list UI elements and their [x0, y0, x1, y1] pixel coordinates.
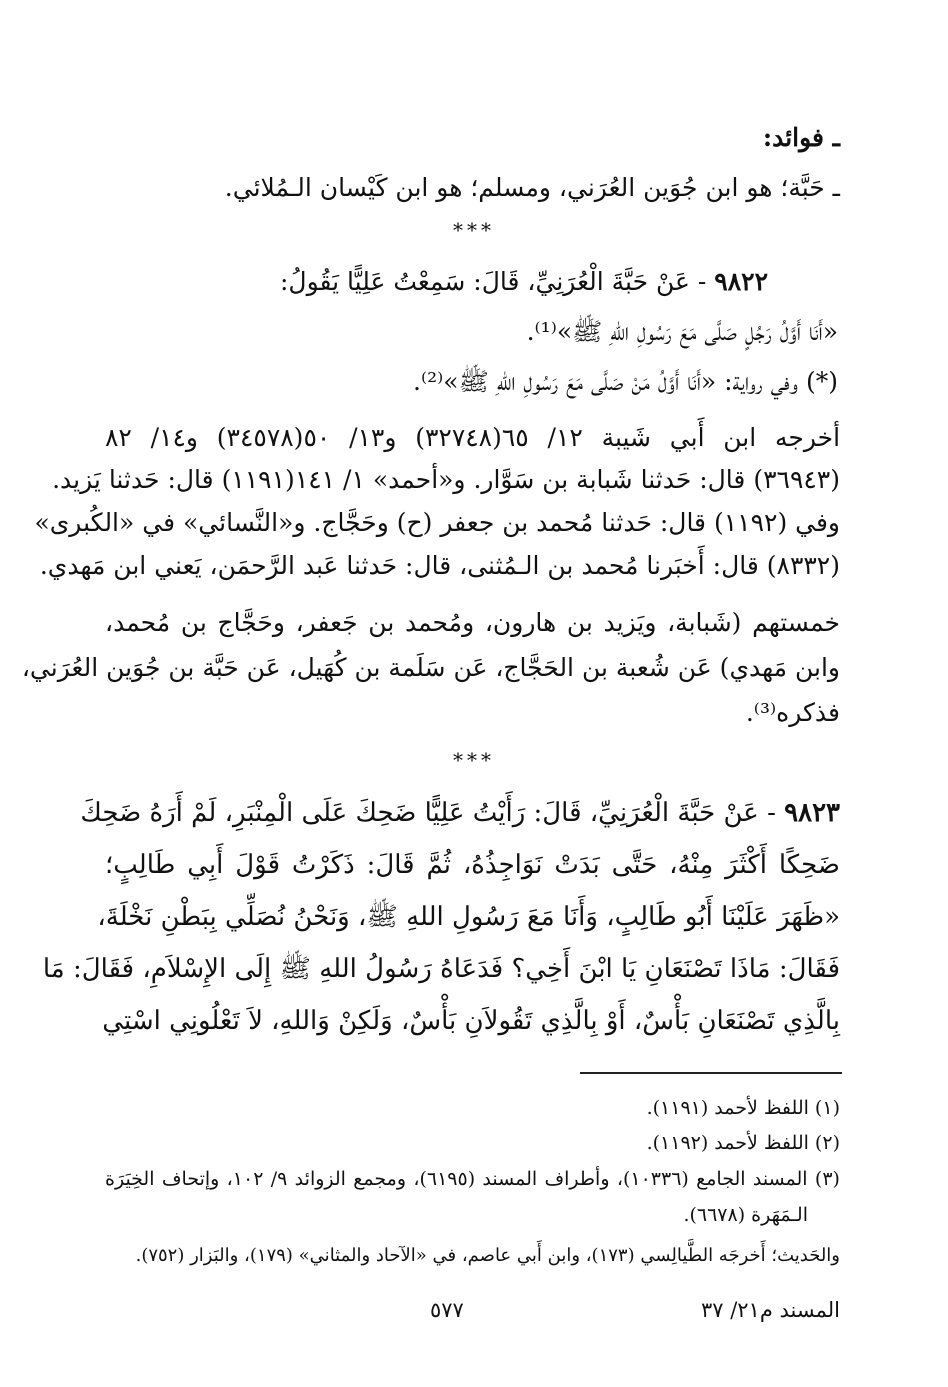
footnote: (١) اللفظ لأحمد (١١٩١).: [646, 1097, 840, 1119]
chain-line: فذكره⁽³⁾.: [745, 698, 840, 727]
footnote-divider: [580, 1072, 842, 1074]
footnote: (٢) اللفظ لأحمد (١١٩٢).: [646, 1132, 840, 1154]
benefits-heading: ـ فوائد:: [762, 123, 840, 152]
chain-line: خمستهم (شَبابة، ويَزيد بن هارون، ومُحمد بن جَعفر، وحَجَّاج بن مُحمد،: [105, 608, 840, 637]
hadith-9823-line: بِالَّذِي تَصْنَعَانِ بَأْسٌ، أَوْ بِالَّذِي تَقُولاَنِ بَأْسٌ، وَلَكِنْ وَاللهِ، لاَ تَعْلُونِي اسْتِي: [102, 1006, 840, 1036]
separator-stars: ***: [453, 218, 495, 242]
hadith-line-text: - عَنْ حَبَّةَ الْعُرَنِيِّ، قَالَ: رَأَيْتُ عَلِيًّا ضَحِكَ عَلَى الْمِنْبَرِ، لَمْ أَرَهُ ضَحِكَ: [80, 798, 785, 828]
hadith-9823-line: [80, 793, 840, 833]
takhrij-line: (٨٣٣٢) قال: أَخبَرنا مُحمد بن الـمُثنى، قال: حَدثنا عَبد الرَّحمَن، يَعني ابن مَهدي.: [39, 551, 840, 580]
footnote: الـمَهَرة (٦٦٧٨).: [683, 1204, 808, 1226]
hadith-9822-variant: (*) وفي رواية: «أَنَا أَوَّلُ مَنْ صَلَّى مَعَ رَسُولِ اللهِ ﷺ»⁽²⁾.: [413, 367, 838, 396]
footnote: (٣) المسند الجامع (١٠٣٣٦)، وأطراف المسند (٦١٩٥)، ومجمع الزوائد ٩/ ١٠٢، وإتحاف الخِيَرَة: [105, 1168, 840, 1190]
page-number: ٥٧٧: [430, 1298, 464, 1322]
takhrij-line: وفي (١١٩٢) قال: حَدثنا مُحمد بن جعفر (ح) وحَجَّاج. و«النَّسائي» في «الكُبرى»: [34, 508, 840, 537]
takhrij-line: أخرجه ابن أَبي شَيبة ١٢/ ٦٥(٣٢٧٤٨) و١٣/ ٥٠(٣٤٥٧٨) و١٤/ ٨٢: [105, 423, 841, 452]
footnote: والحَديث؛ أَخرجَه الطَّيالِسي (١٧٣)، وابن أَبي عاصم، في «الآحاد والمثاني» (١٧٩)، والبَزار (٧٥٢).: [135, 1245, 840, 1266]
hadith-9823-line: «ظَهَرَ عَلَيْنَا أَبُو طَالِبٍ، وَأَنَا مَعَ رَسُولِ اللهِ ﷺ، وَنَحْنُ نُصَلِّي بِبَطْنِ نَخْلَةَ،: [97, 902, 840, 932]
hadith-9823-line: فَقَالَ: مَاذَا تَصْنَعَانِ يَا ابْنَ أَخِي؟ فَدَعَاهُ رَسُولُ اللهِ ﷺ إِلَى الإِسْلاَمِ، فَقَالَ: مَا: [42, 954, 840, 984]
hadith-9823-line: ضَحِكًا أَكْثَرَ مِنْهُ، حَتَّى بَدَتْ نَوَاجِذُهُ، ثُمَّ قَالَ: ذَكَرْتُ قَوْلَ أَبِي طَالِبٍ؛: [105, 850, 840, 880]
hadith-number: ٩٨٢٣: [784, 798, 840, 828]
hadith-intro-text: - عَنْ حَبَّةَ الْعُرَنِيِّ، قَالَ: سَمِعْتُ عَلِيًّا يَقُولُ:: [280, 267, 715, 296]
takhrij-line: (٣٦٩٤٣) قال: حَدثنا شَبابة بن سَوَّار. و«أحمد» ١/ ١٤١(١١٩١) قال: حَدثنا يَزيد.: [52, 465, 840, 494]
hadith-number: ٩٨٢٢: [714, 267, 768, 296]
benefits-line: ـ حَبَّة؛ هو ابن جُوَين العُرَني، ومسلم؛ هو ابن كَيْسان الـمُلائي.: [224, 173, 840, 202]
chain-line: وابن مَهدي) عَن شُعبة بن الحَجَّاج، عَن سَلَمة بن كُهَيل، عَن حَبَّة بن جُوَين العُرَني،: [21, 653, 840, 682]
hadith-9822-text: «أَنَا أَوَّلُ رَجُلٍ صَلَّى مَعَ رَسُولِ اللهِ ﷺ»⁽¹⁾.: [526, 317, 838, 346]
hadith-9822-intro: [103, 262, 768, 302]
signature-mark: المسند م٢١/ ٣٧: [700, 1298, 840, 1322]
separator-stars: ***: [453, 748, 495, 772]
